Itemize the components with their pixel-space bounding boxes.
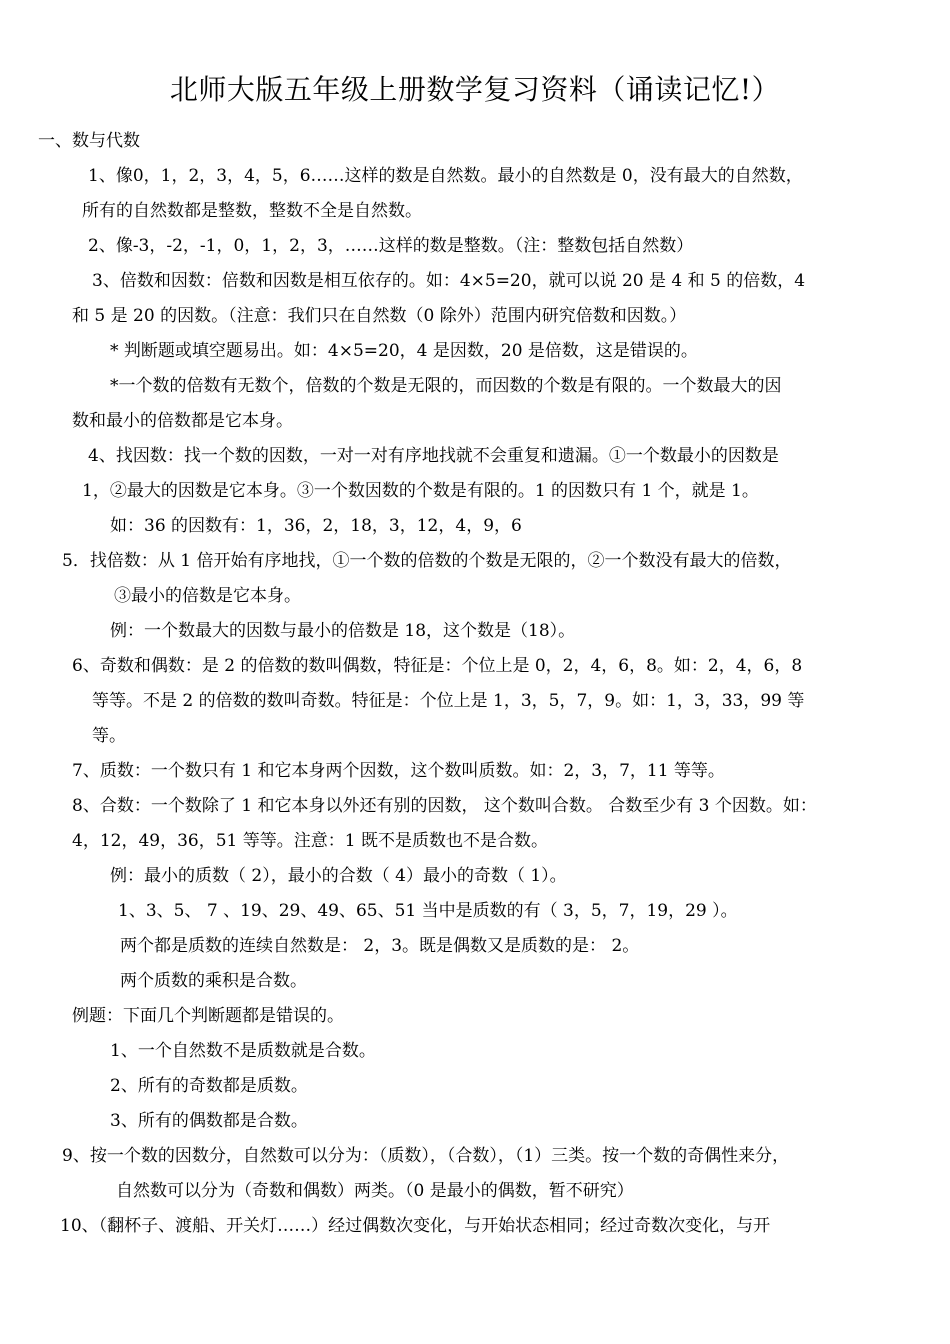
text-line: 等。: [92, 726, 126, 746]
text-line: 2、所有的奇数都是质数。: [110, 1076, 308, 1096]
text-line: 10、（翻杯子、渡船、开关灯……）经过偶数次变化，与开始状态相同；经过奇数次变化，与开: [60, 1216, 771, 1236]
text-line: 例题：下面几个判断题都是错误的。: [72, 1006, 344, 1026]
text-line: * 判断题或填空题易出。如：4×5=20，4 是因数，20 是倍数，这是错误的。: [110, 341, 698, 361]
text-line: 6、奇数和偶数：是 2 的倍数的数叫偶数，特征是：个位上是 0，2，4，6，8。如：2，4，6，8: [72, 656, 803, 676]
text-line: 3、所有的偶数都是合数。: [110, 1111, 308, 1131]
text-line: 例：一个数最大的因数与最小的倍数是 18，这个数是（18）。: [110, 621, 576, 641]
text-line: 所有的自然数都是整数，整数不全是自然数。: [82, 201, 422, 221]
text-line: 5．找倍数：从 1 倍开始有序地找，①一个数的倍数的个数是无限的，②一个数没有最大的倍数，: [62, 551, 792, 571]
text-line: 两个质数的乘积是合数。: [120, 971, 307, 991]
text-line: 等等。不是 2 的倍数的数叫奇数。特征是：个位上是 1，3，5，7，9。如：1，3，33，99 等: [92, 691, 805, 711]
text-line: 1、3、5、 7 、19、29、49、65、51 当中是质数的有（ 3，5，7，19，29 ）。: [118, 901, 738, 921]
text-line: *一个数的倍数有无数个，倍数的个数是无限的，而因数的个数是有限的。一个数最大的因: [110, 376, 782, 396]
text-line: 9、按一个数的因数分，自然数可以分为：（质数），（合数），（1）三类。按一个数的奇偶性来分，: [62, 1146, 790, 1166]
text-line: 8、合数：一个数除了 1 和它本身以外还有别的因数， 这个数叫合数。 合数至少有 3 个因数。如：: [72, 796, 817, 816]
text-line: 4，12，49，36，51 等等。注意：1 既不是质数也不是合数。: [72, 831, 548, 851]
text-line: 3、倍数和因数：倍数和因数是相互依存的。如：4×5=20，就可以说 20 是 4 和 5 的倍数，4: [92, 271, 806, 291]
text-line: 自然数可以分为（奇数和偶数）两类。（0 是最小的偶数，暂不研究）: [116, 1181, 634, 1201]
text-line: 4、找因数：找一个数的因数，一对一对有序地找就不会重复和遗漏。①一个数最小的因数是: [88, 446, 779, 466]
section-heading: 一、数与代数: [38, 131, 140, 151]
text-line: 数和最小的倍数都是它本身。: [72, 411, 293, 431]
text-line: 7、质数：一个数只有 1 和它本身两个因数，这个数叫质数。如：2，3，7，11 等等。: [72, 761, 725, 781]
text-line: 和 5 是 20 的因数。（注意：我们只在自然数（0 除外）范围内研究倍数和因数。）: [72, 306, 687, 326]
text-line: 例：最小的质数（ 2），最小的合数（ 4）最小的奇数（ 1）。: [110, 866, 567, 886]
text-line: 1、像0，1，2，3，4，5，6……这样的数是自然数。最小的自然数是 0，没有最大的自然数，: [88, 166, 803, 186]
text-line: 1，②最大的因数是它本身。③一个数因数的个数是有限的。1 的因数只有 1 个，就是 1。: [82, 481, 759, 501]
text-line: 如：36 的因数有：1，36，2，18，3，12，4，9，6: [110, 516, 522, 536]
text-line: 2、像-3，-2，-1，0，1，2，3，……这样的数是整数。（注：整数包括自然数）: [88, 236, 694, 256]
text-line: ③最小的倍数是它本身。: [114, 586, 301, 606]
text-line: 1、一个自然数不是质数就是合数。: [110, 1041, 376, 1061]
document-title: 北师大版五年级上册数学复习资料（诵读记忆!）: [169, 73, 781, 106]
text-line: 两个都是质数的连续自然数是： 2，3。既是偶数又是质数的是： 2。: [120, 936, 640, 956]
